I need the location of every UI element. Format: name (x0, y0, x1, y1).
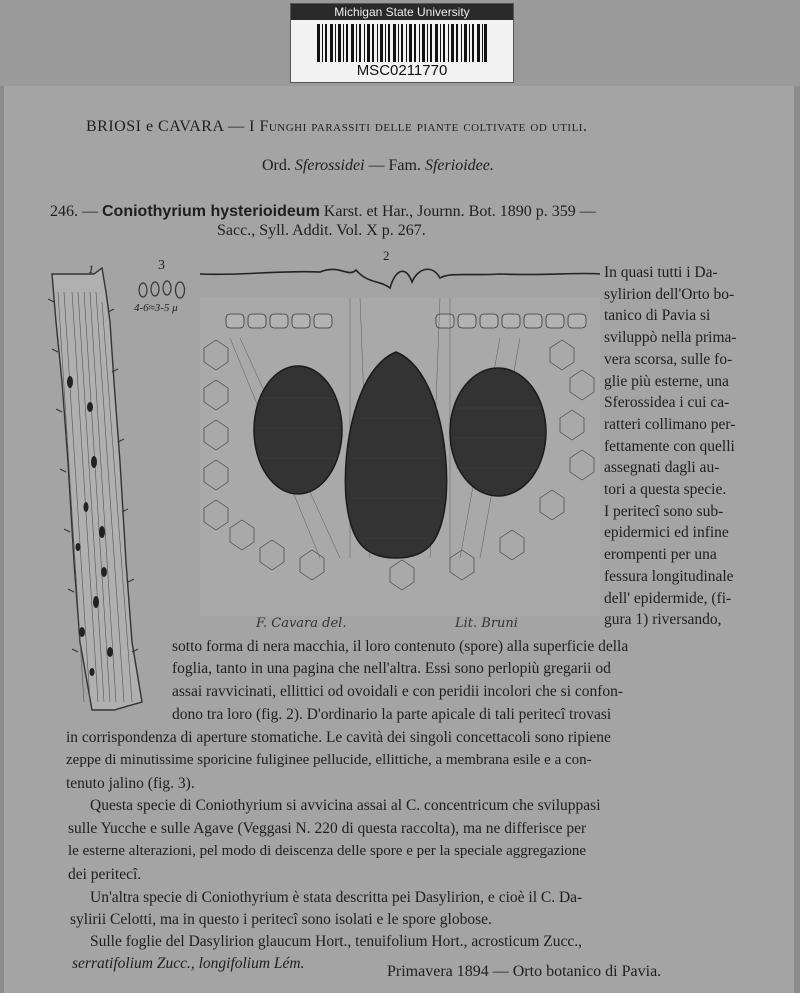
description-line: assegnati dagli au- (604, 459, 720, 477)
pycnidia-section-figure (200, 258, 600, 616)
litho-credit: Lit. Bruni (455, 616, 518, 631)
description-line: tori a questa specie. (604, 481, 727, 499)
description-line: glie più esterne, una (604, 372, 729, 390)
entry-number: 246. — (50, 203, 98, 220)
description-line: tanico di Pavia si (604, 307, 711, 325)
order-name: Sferossidei (294, 157, 365, 174)
paragraph-4-line: Sulle foglie del Dasylirion glaucum Hort., tenuifolium Hort., acrosticum Zucc., (90, 933, 583, 950)
description-line: assai ravvicinati, ellittici od ovoidali e con peridii incolori che si confon- (172, 683, 624, 700)
entry-line-1 (50, 203, 596, 221)
page-header (86, 118, 587, 136)
description-line: foglia, tanto in una pagina che nell'altra. Essi sono perlopiù gregarii od (172, 660, 611, 677)
description-line: vera scorsa, sulle fo- (604, 350, 733, 368)
description-right-column (604, 262, 774, 631)
figure-label-3: 3 (158, 258, 165, 273)
description-line: sylirion dell'Orto bo- (604, 285, 735, 303)
description-line: fettamente con quelli (604, 437, 735, 455)
collection-footer: Primavera 1894 — Orto botanico di Pavia. (387, 963, 662, 980)
citation-line-1: Karst. et Har., Journn. Bot. 1890 p. 359 — (323, 203, 596, 220)
paragraph-3-line: Un'altra specie di Coniothyrium è stata descritta pei Dasylirion, e cioè il C. Da- (90, 889, 583, 906)
description-line: fessura longitudinale (604, 567, 734, 585)
catalog-id: MSC0211770 (356, 62, 448, 79)
citation-line-2: Sacc., Syll. Addit. Vol. X p. 267. (217, 222, 426, 239)
barcode-icon (317, 24, 487, 62)
header-title: — I Funghi parassiti delle piante coltivate od utili. (228, 118, 588, 135)
description-line: ratteri collimano per- (604, 415, 736, 433)
description-line: sviluppò nella prima- (604, 329, 737, 347)
description-line: I peritecî sono sub- (604, 502, 724, 520)
description-line: tenuto jalino (fig. 3). (66, 775, 195, 792)
figure-label-1: 1 (88, 262, 94, 276)
paragraph-2-line: Questa specie di Coniothyrium si avvicina assai al C. concentricum che sviluppasi (90, 797, 601, 814)
paragraph-3-line: sylirii Celotti, ma in questo i peritecî sono isolati e le spore globose. (70, 911, 492, 928)
family-name: Sferioidee. (424, 157, 494, 174)
spores-figure (135, 278, 195, 302)
description-line: sotto forma di nera macchia, il loro contenuto (spore) alla superficie della (172, 638, 629, 655)
description-line: In quasi tutti i Da- (604, 264, 718, 281)
paragraph-4-line: serratifolium Zucc., longifolium Lém. (72, 955, 305, 972)
leaf-fragment-figure (44, 262, 154, 722)
description-line: in corrispondenza di aperture stomatiche. Le cavità dei singoli concettacoli sono ripiene (66, 729, 611, 746)
description-line: erompenti per una (604, 546, 717, 564)
description-line: gura 1) riversando, (604, 611, 722, 629)
description-line: epidermici ed infine (604, 524, 729, 542)
description-line: dell' epidermide, (fi- (604, 589, 732, 607)
paragraph-2-line: dei peritecî. (68, 866, 142, 883)
description-line: Sferossidea i cui ca- (604, 394, 730, 412)
description-line: dono tra loro (fig. 2). D'ordinario la parte apicale di tali peritecî trovasi (172, 706, 612, 723)
paragraph-2-line: le esterne alterazioni, pel modo di deiscenza delle spore e per la speciale aggregazione (68, 843, 587, 859)
ord-label: Ord. (262, 157, 291, 174)
header-authors: BRIOSI e CAVARA (86, 118, 224, 135)
figure-label-2: 2 (383, 248, 390, 263)
description-line: zeppe di minutissime sporicine fuliginee pellucide, ellittiche, a membrana esile e a con- (66, 752, 592, 768)
paragraph-2-line: sulle Yucche e sulle Agave (Veggasi N. 220 di questa raccolta), ma ne differisce per (68, 820, 587, 837)
artist-credit: F. Cavara del. (256, 616, 347, 631)
species-name: Coniothyrium hysterioideum (102, 203, 320, 220)
institution-name: Michigan State University (291, 4, 513, 20)
classification-line (262, 157, 494, 175)
barcode-label (290, 3, 514, 83)
fam-label: — Fam. (368, 157, 421, 174)
spore-size: 4-6≈3-5 μ (134, 302, 178, 314)
